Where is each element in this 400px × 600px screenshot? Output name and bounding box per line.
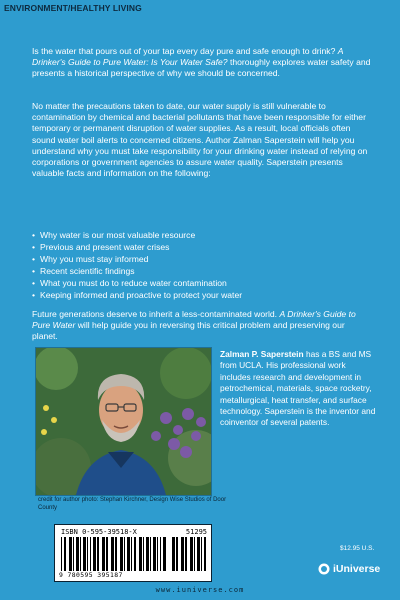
isbn-number: ISBN 0-595-39518-X bbox=[61, 528, 137, 536]
barcode-bar bbox=[181, 537, 184, 571]
intro-book-title: A Drinker's Guide to Pure Water: Is Your Water Safe? bbox=[32, 46, 344, 68]
barcode-bar bbox=[102, 537, 105, 571]
barcode-bar bbox=[69, 537, 72, 571]
barcode-bar bbox=[185, 537, 187, 571]
author-bio bbox=[220, 349, 378, 429]
barcode-bar bbox=[197, 537, 200, 571]
list-item: • Why water is our most valuable resource bbox=[32, 230, 372, 242]
barcode-bar bbox=[120, 537, 123, 571]
barcode-bar bbox=[176, 537, 178, 571]
list-item: • Previous and present water crises bbox=[32, 242, 372, 254]
barcode-bar bbox=[157, 537, 158, 571]
barcode-bar bbox=[64, 537, 66, 571]
list-item: • What you must do to reduce water contamination bbox=[32, 278, 372, 290]
barcode-bar bbox=[111, 537, 114, 571]
author-name: Zalman P. Saperstein bbox=[220, 349, 304, 359]
price-code: 51295 bbox=[185, 528, 207, 536]
barcode-bar bbox=[97, 537, 99, 571]
barcode-bar bbox=[190, 537, 193, 571]
closing-rest: will help guide you in reversing this critical problem and preserving our planet. bbox=[32, 320, 345, 342]
publisher-url: www.iuniverse.com bbox=[155, 586, 245, 594]
barcode-bar bbox=[76, 537, 79, 571]
barcode-bar bbox=[172, 537, 175, 571]
barcode-bar bbox=[87, 537, 88, 571]
isbn-barcode bbox=[54, 524, 212, 582]
list-item: • Why you must stay informed bbox=[32, 254, 372, 266]
barcode-bar bbox=[153, 537, 156, 571]
barcode-bar bbox=[146, 537, 149, 571]
intro-paragraph bbox=[32, 46, 372, 80]
barcode-bar bbox=[134, 537, 136, 571]
ean-digits: 9 780595 395187 bbox=[59, 571, 123, 579]
publisher-name: iUniverse bbox=[333, 563, 381, 575]
barcode-bar bbox=[80, 537, 81, 571]
publisher-logo bbox=[318, 563, 380, 575]
category-label: ENVIRONMENT/HEALTHY LIVING bbox=[4, 3, 142, 13]
body-paragraph: No matter the precautions taken to date, our water supply is still vulnerable to contamination by chemical and bacterial pollutants that have been responsible for either temporary or permanent disruption of water supplies. As a result, local officials often sound water boil alerts to concerned citizens. Author Zalman Saperstein will help you understand why you must take responsibility for your drinking water instead of relying on corporations or government agencies to assure water quality. Saperstein presents valuable facts and information on the following: bbox=[32, 101, 368, 179]
barcode-bar bbox=[143, 537, 144, 571]
barcode-bar bbox=[127, 537, 130, 571]
photo-credit: credit for author photo: Stephan Kirchner, Design Wise Studios of Door County bbox=[38, 497, 227, 511]
barcode-bar bbox=[115, 537, 117, 571]
list-item: • Keeping informed and proactive to protect your water bbox=[32, 290, 372, 302]
author-photo-image bbox=[36, 348, 211, 495]
author-bio-text: has a BS and MS from UCLA. His professional work includes research and development in petrochemical, materials, space rocketry, metallurgical, heat transfer, and surface technology. Saperstein is the inventor and coinventor of several patents. bbox=[220, 349, 376, 428]
topic-list bbox=[32, 230, 372, 301]
barcode-bar bbox=[73, 537, 74, 571]
barcode-bar bbox=[160, 537, 161, 571]
barcode-bar bbox=[163, 537, 166, 571]
list-item: • Recent scientific findings bbox=[32, 266, 372, 278]
barcode-bars bbox=[59, 537, 207, 571]
barcode-bar bbox=[124, 537, 125, 571]
barcode-bar bbox=[194, 537, 195, 571]
barcode-bar bbox=[131, 537, 132, 571]
price-label: $12.95 U.S. bbox=[340, 545, 375, 552]
barcode-bar bbox=[150, 537, 151, 571]
closing-lead: Future generations deserve to inherit a less-contaminated world. bbox=[32, 309, 280, 319]
barcode-bar bbox=[139, 537, 142, 571]
closing-book-title: A Drinker's Guide to Pure Water bbox=[32, 309, 356, 331]
barcode-bar bbox=[61, 537, 62, 571]
barcode-bar bbox=[204, 537, 206, 571]
barcode-bar bbox=[93, 537, 96, 571]
author-photo bbox=[35, 347, 212, 496]
barcode-bar bbox=[90, 537, 91, 571]
barcode-bar bbox=[83, 537, 86, 571]
closing-paragraph bbox=[32, 309, 372, 343]
intro-lead: Is the water that pours out of your tap every day pure and safe enough to drink? bbox=[32, 46, 338, 56]
publisher-icon bbox=[318, 563, 330, 575]
intro-rest: thoroughly explores water safety and presents a historical perspective of why we should be concerned. bbox=[32, 57, 371, 79]
barcode-bar bbox=[201, 537, 202, 571]
barcode-bar bbox=[106, 537, 108, 571]
